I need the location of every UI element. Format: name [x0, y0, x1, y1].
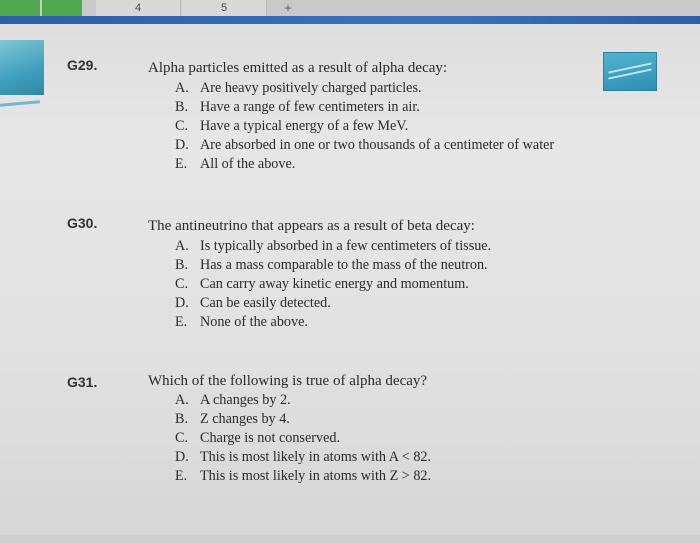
- option-letter: A.: [175, 392, 189, 408]
- option-d: [175, 295, 331, 312]
- option-e: [175, 314, 308, 331]
- option-letter: B.: [175, 257, 189, 273]
- option-text: A changes by 2.: [200, 392, 291, 408]
- option-text: Are absorbed in one or two thousands of a centimeter of water: [200, 137, 555, 153]
- question-number: G29.: [67, 57, 98, 73]
- option-letter: E.: [175, 314, 188, 330]
- tab-4-label: 4: [134, 2, 142, 14]
- option-letter: C.: [175, 118, 189, 134]
- tab-5-label: 5: [220, 2, 228, 14]
- option-e: [175, 468, 431, 485]
- option-c: [175, 118, 408, 135]
- option-letter: D.: [175, 449, 189, 465]
- option-a: [175, 80, 422, 97]
- option-letter: E.: [175, 468, 188, 484]
- option-letter: E.: [175, 156, 188, 172]
- option-c: [175, 276, 469, 293]
- option-d: [175, 449, 431, 466]
- tab-3b[interactable]: [42, 0, 82, 16]
- left-slide-edge: [0, 100, 40, 106]
- option-text: This is most likely in atoms with A < 82.: [200, 449, 432, 465]
- option-a: [175, 392, 291, 409]
- question-number: G31.: [67, 374, 98, 390]
- bottom-edge: [0, 535, 700, 543]
- option-text: Have a typical energy of a few MeV.: [200, 118, 409, 134]
- option-text: Have a range of few centimeters in air.: [200, 99, 420, 115]
- option-letter: C.: [175, 430, 189, 446]
- question-number: G30.: [67, 215, 98, 231]
- option-text: Are heavy positively charged particles.: [200, 80, 422, 96]
- right-slide-thumbnail: [603, 52, 657, 91]
- option-d: [175, 137, 554, 154]
- option-text: Charge is not conserved.: [200, 430, 341, 446]
- add-tab-button[interactable]: [278, 0, 298, 16]
- question-stem: Alpha particles emitted as a result of alpha decay:: [148, 60, 448, 76]
- plus-icon: +: [284, 1, 292, 15]
- option-text: This is most likely in atoms with Z > 82.: [200, 468, 432, 484]
- option-text: Z changes by 4.: [200, 411, 290, 427]
- option-text: Can be easily detected.: [200, 295, 331, 311]
- option-text: Is typically absorbed in a few centimeters of tissue.: [200, 238, 492, 254]
- option-e: [175, 156, 295, 173]
- option-letter: B.: [175, 99, 189, 115]
- tab-5[interactable]: [182, 0, 267, 16]
- option-b: [175, 99, 420, 116]
- option-letter: D.: [175, 295, 189, 311]
- option-letter: A.: [175, 238, 189, 254]
- question-stem: Which of the following is true of alpha decay?: [148, 373, 428, 389]
- option-text: Has a mass comparable to the mass of the neutron.: [200, 257, 488, 273]
- option-text: None of the above.: [200, 314, 308, 330]
- option-letter: A.: [175, 80, 189, 96]
- tab-3[interactable]: [0, 0, 40, 16]
- option-letter: B.: [175, 411, 189, 427]
- question-stem: The antineutrino that appears as a result of beta decay:: [148, 218, 475, 234]
- option-b: [175, 257, 488, 274]
- left-slide-thumbnail: [0, 40, 44, 95]
- option-text: Can carry away kinetic energy and momentum.: [200, 276, 469, 292]
- option-b: [175, 411, 290, 428]
- tab-4[interactable]: [96, 0, 181, 16]
- option-text: All of the above.: [200, 156, 296, 172]
- header-bar: [0, 16, 700, 24]
- option-letter: D.: [175, 137, 189, 153]
- option-c: [175, 430, 340, 447]
- option-letter: C.: [175, 276, 189, 292]
- option-a: [175, 238, 491, 255]
